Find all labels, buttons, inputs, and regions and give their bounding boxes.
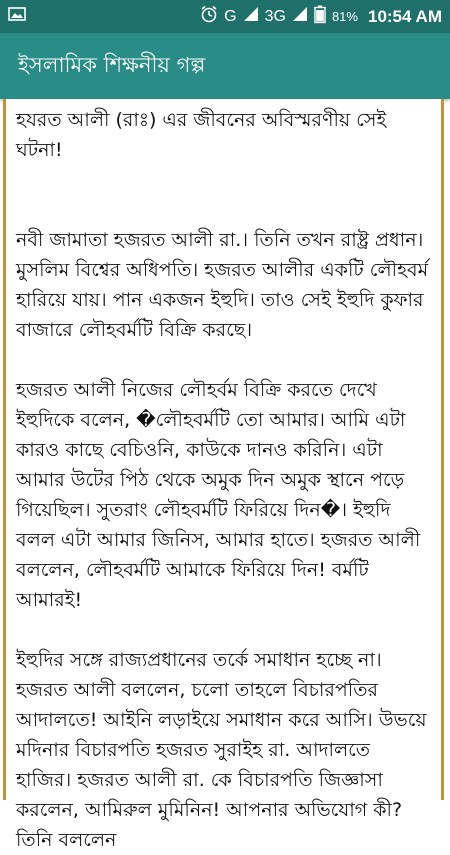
battery-percentage: 81% bbox=[331, 9, 358, 24]
article-body bbox=[6, 99, 441, 855]
article-paragraph-3: ইহুদির সঙ্গে রাজ্যপ্রধানের তর্কে সমাধান হচ্ছে না। হজরত আলী বললেন, চলো তাহলে বিচারপতির আদালতে! আইনি লড়াইয়ে সমাধান করে আসি। উভয়ে মদিনার বিচারপতি হজরত সুরাইহ রা. আদালতে হাজির। হজরত আলী রা. কে বিচারপতি জিজ্ঞাসা করলেন, আমিরুল মুমিনিন! আপনার অভিযোগ কী? তিনি বললেন bbox=[16, 649, 433, 851]
clock: 10:54 AM bbox=[367, 6, 442, 26]
article-title: হযরত আলী (রাঃ) এর জীবনের অবিস্মরণীয় সেই ঘটনা! bbox=[16, 109, 393, 161]
app-bar bbox=[0, 33, 450, 99]
article-paragraph-1: নবী জামাতা হজরত আলী রা.। তিনি তখন রাষ্ট্র প্রধান। মুসলিম বিশ্বের অধিপতি। হজরত আলীর একটি লৌহবর্ম হারিয়ে যায়। পান একজন ইহুদি। তাও সেই ইহুদি কুফার বাজারে লৌহবর্মটি বিক্রি করছে। bbox=[16, 229, 435, 341]
alarm-icon bbox=[200, 5, 218, 28]
network-type: 3G bbox=[264, 7, 286, 25]
article-frame[interactable] bbox=[3, 99, 444, 851]
status-bar bbox=[0, 0, 450, 33]
app-title: ইসলামিক শিক্ষনীয় গল্প bbox=[18, 52, 206, 77]
carrier-indicator: G bbox=[224, 7, 237, 25]
status-bar-right bbox=[200, 5, 442, 28]
status-bar-left bbox=[8, 6, 200, 27]
image-icon bbox=[8, 6, 26, 27]
article-paragraph-2: হজরত আলী নিজের লৌহর্বম বিক্রি করতে দেখে ইহুদিকে বলেন, �লৌহবর্মটি তো আমার। আমি এটা কারও কাছে বেচিওনি, কাউকে দানও করিনি। এটা আমার উটের পিঠ থেকে অমুক দিন অমুক স্থানে পড়ে গিয়েছিল। সুতরাং লৌহবর্মটি ফিরিয়ে দিন�। ইহুদি বলল এটা আমার জিনিস, আমার হাতে। হজরত আলী বললেন, লৌহবর্মটি আমাকে ফিরিয়ে দিন! বর্মটি আমারই! bbox=[16, 379, 427, 611]
battery-icon bbox=[314, 5, 326, 28]
signal-icon-2 bbox=[292, 6, 308, 27]
signal-icon bbox=[243, 6, 259, 27]
